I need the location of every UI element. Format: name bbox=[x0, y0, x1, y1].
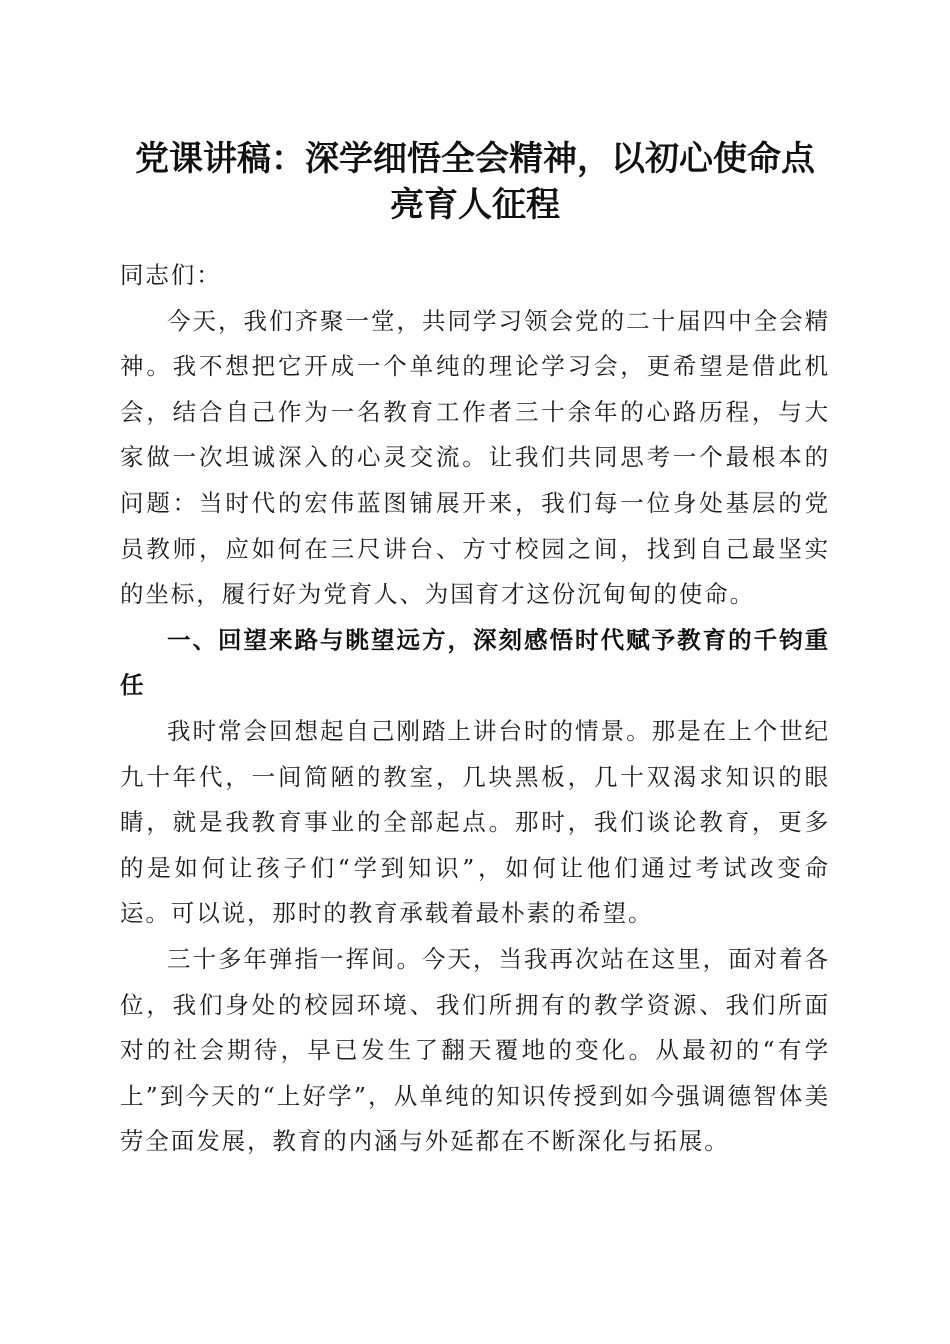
title-line-2: 亮育人征程 bbox=[390, 185, 560, 225]
section1-paragraph-1: 我时常会回想起自己刚踏上讲台时的情景。那是在上个世纪九十年代，一间简陋的教室，几块黑板，几十双渴求知识的眼睛，就是我教育事业的全部起点。那时，我们谈论教育，更多的是如何让孩子们“学到知识”，如何让他们通过考试改变命运。可以说，那时的教育承载着最朴素的希望。 bbox=[120, 716, 830, 928]
document-body bbox=[120, 253, 830, 1165]
title-line-1: 党课讲稿：深学细悟全会精神，以初心使命点 bbox=[135, 139, 815, 179]
section-heading-1: 一、回望来路与眺望远方，深刻感悟时代赋予教育的千钧重任 bbox=[120, 625, 830, 700]
document-title bbox=[100, 136, 850, 228]
greeting: 同志们： bbox=[120, 261, 222, 289]
intro-paragraph: 今天，我们齐聚一堂，共同学习领会党的二十届四中全会精神。我不想把它开成一个单纯的理论学习会，更希望是借此机会，结合自己作为一名教育工作者三十余年的心路历程，与大家做一次坦诚深入的心灵交流。让我们共同思考一个最根本的问题：当时代的宏伟蓝图铺展开来，我们每一位身处基层的党员教师，应如何在三尺讲台、方寸校园之间，找到自己最坚实的坐标，履行好为党育人、为国育才这份沉甸甸的使命。 bbox=[120, 306, 830, 609]
section1-paragraph-2: 三十多年弹指一挥间。今天，当我再次站在这里，面对着各位，我们身处的校园环境、我们所拥有的教学资源、我们所面对的社会期待，早已发生了翻天覆地的变化。从最初的“有学上”到今天的“上好学”，从单纯的知识传授到如今强调德智体美劳全面发展，教育的内涵与外延都在不断深化与拓展。 bbox=[120, 944, 830, 1156]
